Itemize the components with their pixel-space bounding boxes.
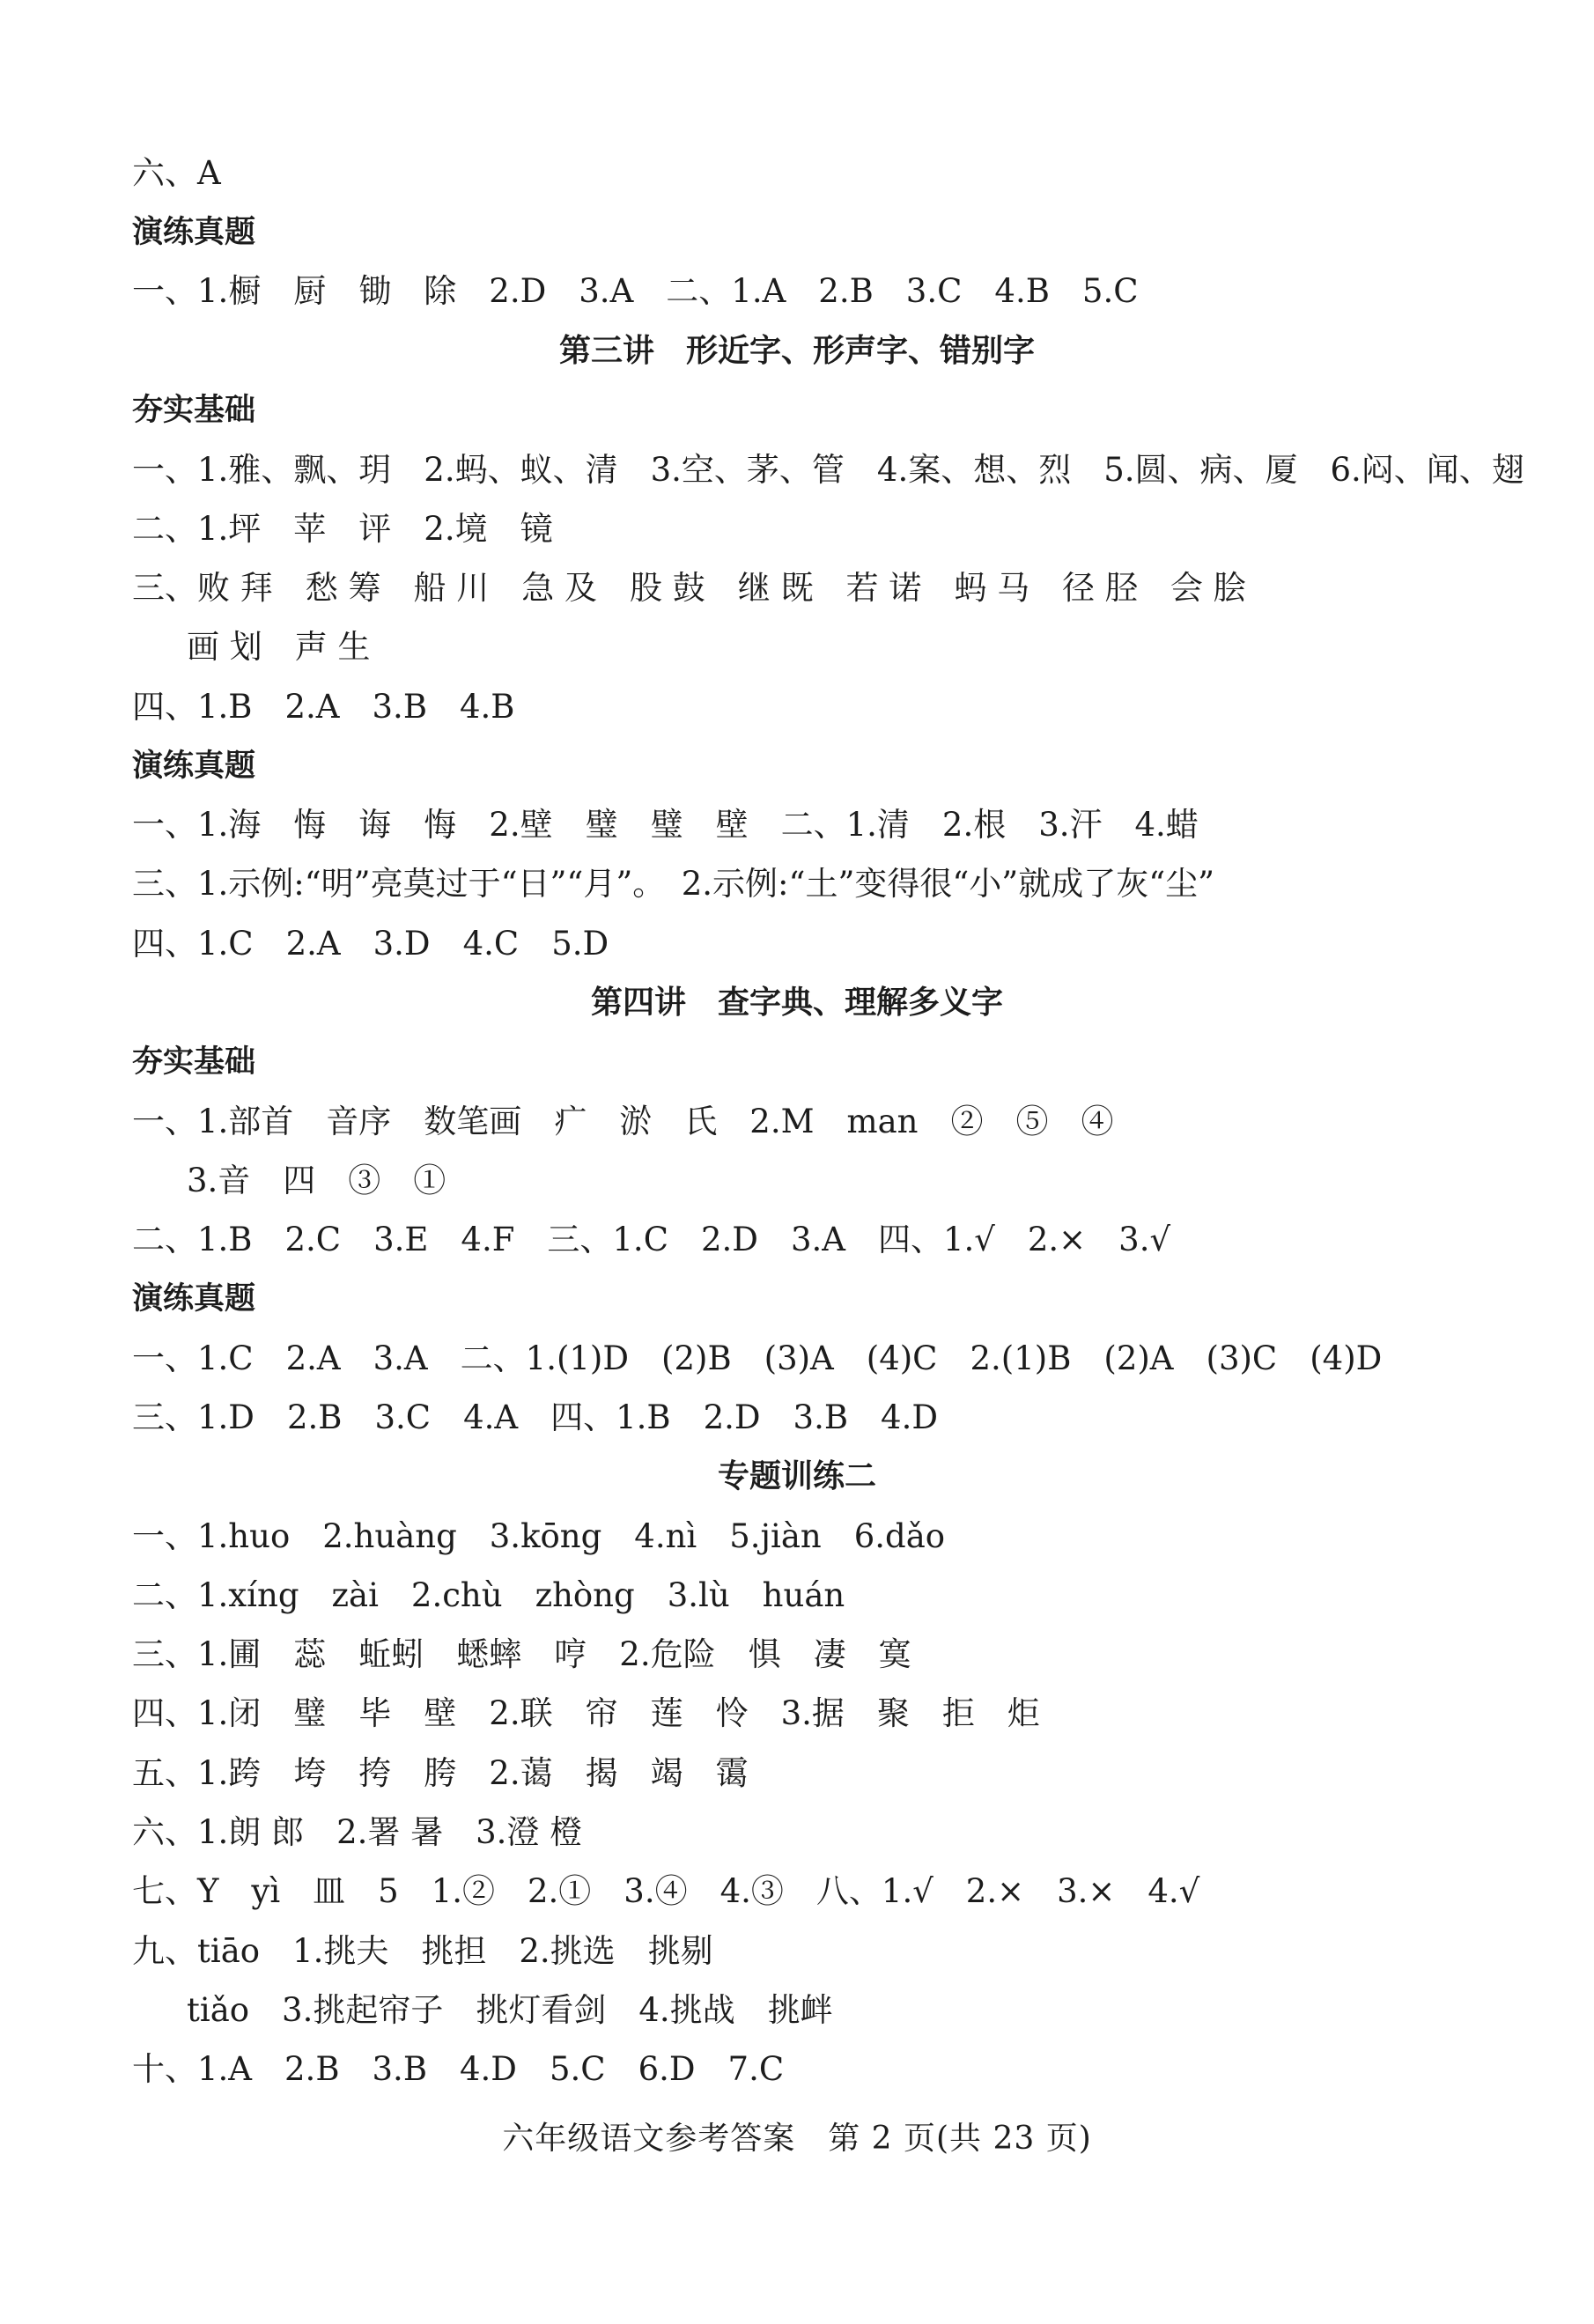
- answer-line: 一、1.部首 音序 数笔画 疒 淤 氏 2.M man ② ⑤ ④: [132, 1103, 1114, 1140]
- answer-line: tiǎo 3.挑起帘子 挑灯看剑 4.挑战 挑衅: [187, 1991, 833, 2029]
- answer-line: 四、1.C 2.A 3.D 4.C 5.D: [132, 925, 609, 963]
- answer-line: 画 划 声 生: [187, 628, 371, 666]
- section-heading: 演练真题: [132, 215, 256, 250]
- answer-line: 三、1.示例:“明”亮莫过于“日”“月”。 2.示例:“土”变得很“小”就成了灰“尘”: [132, 865, 1215, 903]
- answer-line: 九、tiāo 1.挑夫 挑担 2.挑选 挑剔: [132, 1932, 713, 1970]
- lecture-title: 第四讲 查字典、理解多义字: [590, 985, 1003, 1021]
- answer-line: 三、1.圃 蕊 蚯蚓 蟋蟀 哼 2.危险 惧 凄 寞: [132, 1635, 911, 1673]
- answer-line: 六、A: [132, 154, 221, 192]
- answer-line: 四、1.B 2.A 3.B 4.B: [132, 688, 515, 726]
- answer-line: 一、1.C 2.A 3.A 二、1.(1)D (2)B (3)A (4)C 2.(1)B (2)A (3)C (4)D: [132, 1339, 1383, 1377]
- lecture-title: 专题训练二: [717, 1458, 876, 1494]
- section-heading: 演练真题: [132, 749, 256, 784]
- lecture-title: 第三讲 形近字、形声字、错别字: [558, 333, 1035, 369]
- answer-line: 七、Y yì 皿 5 1.② 2.① 3.④ 4.③ 八、1.√ 2.× 3.× 4.√: [132, 1872, 1200, 1910]
- answer-line: 一、1.雅、飘、玥 2.蚂、蚁、清 3.空、茅、管 4.案、想、烈 5.圆、病、厦 6.闷、闻、翅: [132, 451, 1524, 489]
- answer-line: 一、1.橱 厨 锄 除 2.D 3.A 二、1.A 2.B 3.C 4.B 5.C: [132, 272, 1139, 310]
- page-footer: 六年级语文参考答案 第 2 页(共 23 页): [502, 2121, 1092, 2157]
- answer-line: 三、1.D 2.B 3.C 4.A 四、1.B 2.D 3.B 4.D: [132, 1398, 939, 1436]
- answer-line: 五、1.跨 垮 挎 胯 2.蔼 揭 竭 霭: [132, 1754, 749, 1792]
- answer-line: 四、1.闭 璧 毕 壁 2.联 帘 莲 怜 3.据 聚 拒 炬: [132, 1694, 1040, 1732]
- answer-line: 二、1.坪 苹 评 2.境 镜: [132, 510, 553, 548]
- answer-line: 一、1.海 悔 诲 悔 2.壁 璧 璧 壁 二、1.清 2.根 3.汗 4.蜡: [132, 806, 1199, 844]
- answer-line: 三、败 拜 愁 筹 船 川 急 及 股 鼓 继 既 若 诺 蚂 马 径 胫 会 脍: [132, 569, 1246, 607]
- answer-line: 3.音 四 ③ ①: [187, 1162, 446, 1199]
- answer-line: 六、1.朗 郎 2.署 暑 3.澄 橙: [132, 1813, 583, 1851]
- answer-line: 二、1.B 2.C 3.E 4.F 三、1.C 2.D 3.A 四、1.√ 2.× 3.√: [132, 1221, 1171, 1258]
- section-heading: 夯实基础: [132, 1044, 256, 1080]
- section-heading: 夯实基础: [132, 393, 256, 428]
- answer-line: 二、1.xíng zài 2.chù zhòng 3.lù huán: [132, 1576, 845, 1614]
- section-heading: 演练真题: [132, 1281, 256, 1317]
- answer-line: 一、1.huo 2.huàng 3.kōng 4.nì 5.jiàn 6.dǎo: [132, 1517, 946, 1555]
- answer-line: 十、1.A 2.B 3.B 4.D 5.C 6.D 7.C: [132, 2050, 785, 2088]
